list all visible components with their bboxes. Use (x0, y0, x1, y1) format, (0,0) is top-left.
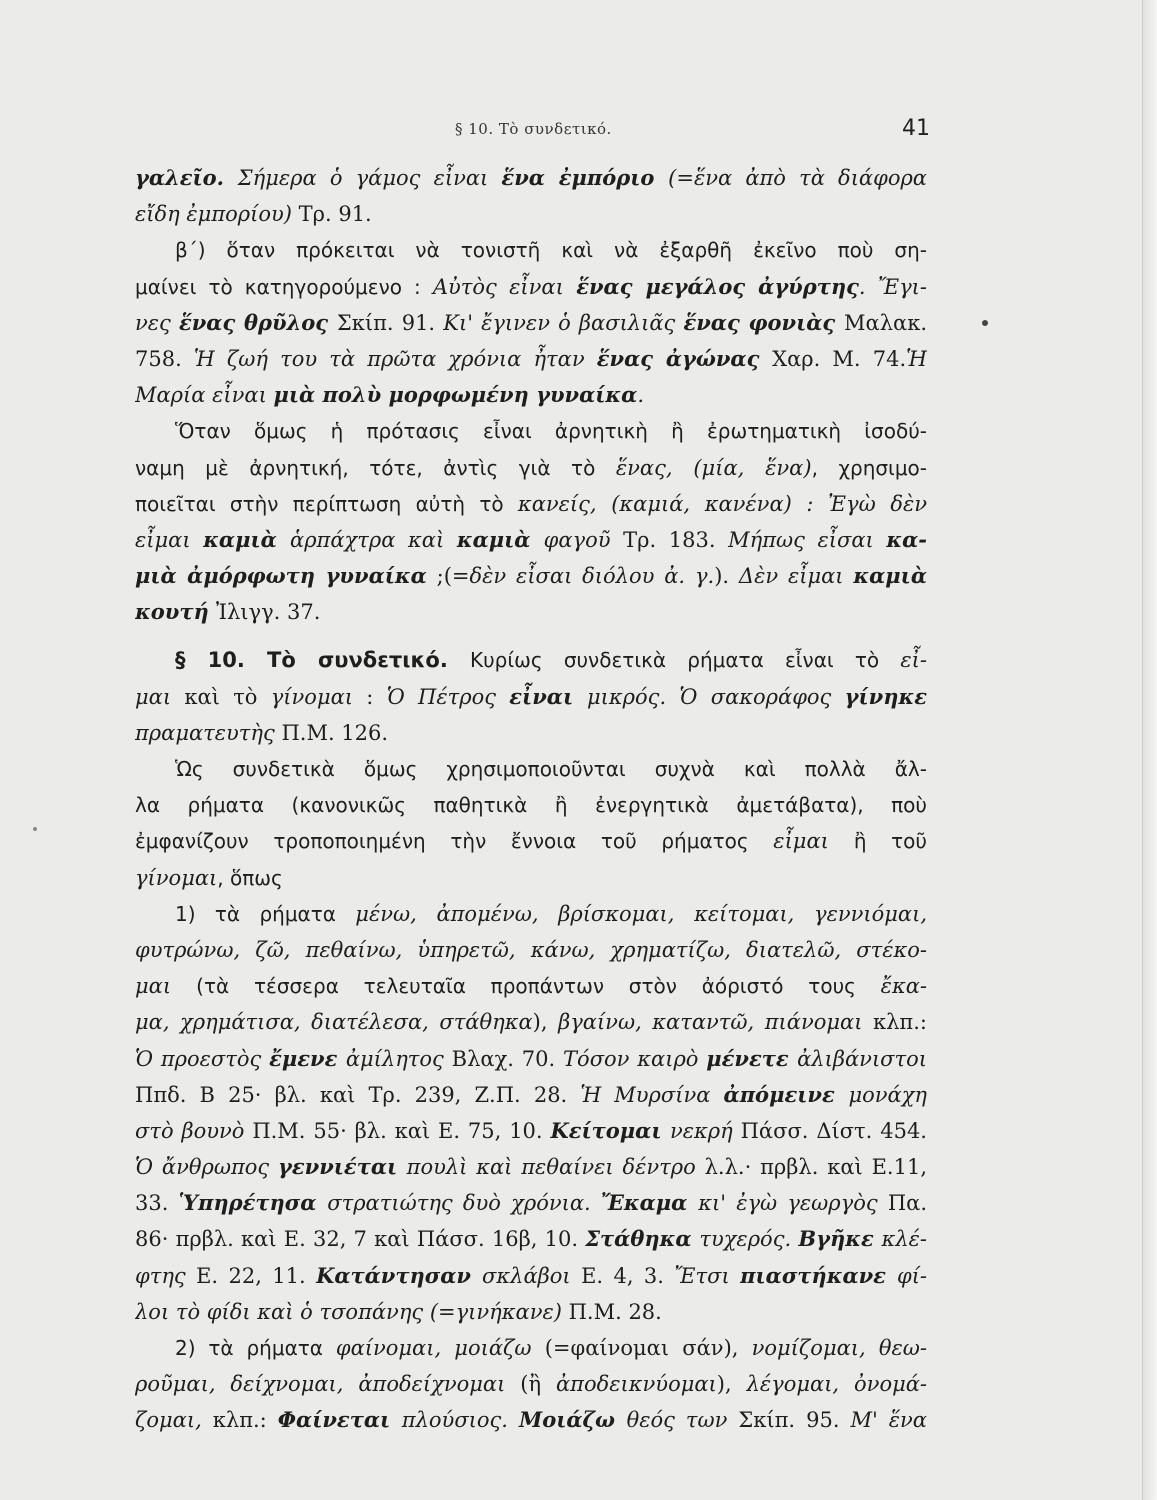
text-run: μιὰ ἀμόρφωτη γυναίκα (135, 563, 427, 589)
text-run: ἀποδεικνύομαι (556, 1372, 717, 1397)
text-run: Ἡ (906, 346, 927, 371)
text-run: καμιὰ (853, 563, 927, 589)
text-run: λέγομαι, ὀνομά- (746, 1372, 927, 1397)
text-run: Σήμερα ὁ γάμος εἶναι (237, 166, 502, 190)
text-run: τυχερός. (699, 1227, 799, 1252)
text-line (135, 377, 927, 413)
text-run: Π.Μ. 126. (281, 720, 389, 745)
text-run: μαίνει τὸ κατηγορούμενο : (135, 274, 433, 299)
text-run: γεννιέται (278, 1154, 407, 1180)
text-run: μα, χρημάτισα, διατέλεσα, στάθηκα (135, 1010, 533, 1035)
text-line (135, 196, 927, 232)
text-line (135, 413, 927, 449)
text-run: δὲν εἶσαι διόλου ἀ. γ. (469, 564, 715, 589)
text-run: Βγῆκε (798, 1226, 882, 1252)
text-run: (ἢ (520, 1372, 556, 1397)
text-run: βγαίνω, καταντῶ, πιάνομαι (558, 1010, 873, 1035)
text-run: εἴδη ἐμπορίου) (135, 202, 299, 227)
text-run: Ὁ προεστὸς (135, 1046, 270, 1071)
text-run: μαι (135, 684, 185, 709)
text-run: Μήπως εἶσαι (728, 527, 887, 552)
text-run: μικρός (587, 684, 660, 709)
text-run: Ὁ ἄνθρωπος (135, 1155, 278, 1180)
text-run: ἔμενε (269, 1045, 346, 1071)
text-run: καὶ τὸ (184, 684, 271, 709)
page-header (130, 116, 930, 146)
text-line (135, 232, 927, 268)
text-run: στρατιώτης δυὸ χρόνια. (327, 1191, 601, 1216)
text-run: εἶμαι (773, 829, 854, 854)
text-run: Ἡ ζωή του τὰ πρῶτα χρόνια ἦταν (193, 346, 597, 371)
text-run: , χρησιμο- (811, 455, 927, 480)
text-run: εἶμαι (135, 527, 204, 552)
text-run: ). (714, 564, 739, 589)
text-line (135, 1330, 927, 1366)
text-run: Π.Μ. 28. (568, 1299, 662, 1324)
text-line (135, 1113, 927, 1149)
text-run: Ἔτσι (674, 1263, 741, 1288)
text-run: φτης (135, 1263, 197, 1288)
text-run: Ε. 22, 11. (196, 1263, 317, 1288)
text-run: 1) τὰ ρήματα (175, 901, 356, 926)
text-run: Πα. (887, 1191, 927, 1216)
text-run: λοι τὸ φίδι καὶ ὁ τσοπάνης (=γινήκανε) (135, 1299, 569, 1324)
text-line (135, 594, 927, 630)
text-run: Ὁ σακοράφος (679, 684, 845, 709)
text-run: νομίζομαι, θεω- (751, 1336, 927, 1360)
margin-dot (982, 320, 988, 326)
text-run: ;(= (426, 564, 470, 589)
text-run: ἀπόμεινε (723, 1081, 849, 1107)
text-run: πιαστήκανε (740, 1262, 897, 1288)
text-run: Φαίνεται (277, 1407, 402, 1433)
text-run: φαίνομαι, μοιάζω (335, 1336, 545, 1360)
text-run: Μοιάζω (518, 1407, 627, 1433)
text-run: κλπ.: (872, 1010, 927, 1035)
page-number: 41 (902, 116, 930, 141)
text-run: ἁρπάχτρα καὶ (290, 527, 457, 552)
text-run: Ἔκαμα (600, 1190, 699, 1216)
text-line (135, 968, 927, 1004)
text-run: μιὰ πολὺ μορφωμένη γυναίκα (273, 382, 638, 408)
text-run: Π.Μ. 55· βλ. καὶ Ε. 75, 10. (252, 1118, 551, 1143)
text-run: Βλαχ. 70. (451, 1046, 564, 1071)
text-run: ζομαι, (135, 1408, 213, 1433)
text-run: Πάσσ. Δίστ. 454. (740, 1118, 927, 1143)
text-run: φυτρώνω, ζῶ, πεθαίνω, ὑπηρετῶ, κάνω, χρηματίζω, διατελῶ, στέκο- (135, 937, 927, 962)
text-run: Κυρίως συνδετικὰ ρήματα εἶναι τὸ (469, 648, 901, 673)
text-run: (τὰ τέσσερα τελευταῖα προπάντων στὸν ἀόριστό τους (196, 974, 881, 999)
text-run: ροῦμαι, δείχνομαι, ἀποδείχνομαι (135, 1372, 521, 1397)
text-run: ἕνα ἐμπόριο (501, 165, 669, 190)
section-heading: § 10. Τὸ συνδετικό. (175, 648, 470, 673)
text-run: Μ' ἕνα (850, 1408, 927, 1433)
text-line (135, 522, 927, 558)
text-line (135, 305, 927, 341)
page-edge (1142, 0, 1157, 1500)
text-run: γαλεῖο. (135, 165, 238, 190)
text-run: θεός των (626, 1408, 739, 1433)
text-line (135, 1366, 927, 1402)
text-run: β΄) ὅταν πρόκειται νὰ τονιστῆ καὶ νὰ ἐξαρθῆ ἐκεῖνο ποὺ ση- (175, 238, 927, 263)
text-line (135, 486, 927, 522)
text-run: λα ρήματα (κανονικῶς παθητικὰ ἢ ἐνεργητικὰ ἀμετάβατα), ποὺ (135, 793, 927, 818)
text-run: Αὐτὸς εἶναι (432, 274, 577, 299)
text-run: μονάχη (848, 1082, 927, 1107)
text-line (135, 1185, 927, 1221)
text-run: ἕνας, (μία, ἕνα) (615, 455, 812, 480)
text-run: σκλάβοι (482, 1263, 582, 1288)
text-run: Μαρία εἶναι (135, 383, 274, 408)
text-run: κα- (886, 526, 927, 552)
text-run: Ὁ Πέτρος (386, 684, 510, 709)
text-run: κλέ- (881, 1227, 927, 1252)
text-run: Τόσον καιρὸ (563, 1046, 707, 1071)
text-line (135, 896, 927, 932)
text-line (135, 160, 927, 196)
text-run: εἶ- (900, 648, 927, 673)
text-run: κλπ.: (212, 1408, 278, 1433)
text-run: ἕνας μεγάλος ἀγύρτης (576, 273, 859, 299)
text-run: ἕνας ἀγώνας (596, 345, 773, 371)
text-line (135, 787, 927, 823)
margin-dot (33, 827, 37, 831)
text-run: κανείς, (καμιά, κανένα) : Ἐγὼ δὲν (517, 491, 927, 516)
text-line (135, 1294, 927, 1330)
text-run: ἐμφανίζουν τροποποιημένη τὴν ἔννοια τοῦ ρήματος (135, 829, 774, 854)
text-run: κι' ἐγὼ γεωργὸς (698, 1191, 888, 1216)
text-run: μένετε (706, 1045, 798, 1071)
text-run: μαι (135, 974, 197, 999)
text-run: (=ἕνα ἀπὸ τὰ διάφορα (668, 166, 927, 190)
text-run: 758. (135, 346, 194, 371)
text-run: γίνηκε (844, 683, 927, 709)
text-run: ἔκα- (880, 974, 927, 999)
text-run: Κι' ἔγινεν ὁ βασιλιᾶς (443, 310, 684, 335)
text-line (135, 269, 927, 305)
text-run: γίνομαι (135, 865, 218, 890)
text-run: ἕνας θρῦλος (178, 309, 337, 335)
text-line (135, 1077, 927, 1113)
text-line (135, 1258, 927, 1294)
text-run: : (353, 684, 387, 709)
text-run: εἶναι (509, 683, 588, 709)
text-run: , ὅπως (217, 865, 283, 890)
text-run: ποιεῖται στὴν περίπτωση αὐτὴ τὸ (135, 491, 518, 516)
text-run: κουτή (135, 599, 217, 625)
text-run: ναμη μὲ ἀρνητική, τότε, ἀντὶς γιὰ τὸ (135, 455, 616, 480)
text-run: ἀμίλητος (345, 1046, 452, 1071)
text-line (135, 932, 927, 968)
text-run: Ἡ Μυρσίνα (580, 1082, 724, 1107)
text-run: στὸ βουνὸ (135, 1118, 253, 1143)
text-run: Ὡς συνδετικὰ ὅμως χρησιμοποιοῦνται συχνὰ καὶ πολλὰ ἄλ- (175, 757, 927, 781)
text-line (135, 1402, 927, 1438)
text-run: νεκρή (670, 1118, 741, 1143)
text-run: μένω, ἀπομένω, βρίσκομαι, κείτομαι, γεννιόμαι, (355, 901, 927, 926)
text-run: γίνομαι (270, 684, 354, 709)
text-run: φαγοῦ (543, 527, 624, 552)
text-line (135, 1221, 927, 1257)
text-line (135, 715, 927, 751)
section-heading-line (135, 642, 927, 678)
text-run: 2) τὰ ρήματα (175, 1336, 336, 1360)
text-run: . (637, 383, 645, 408)
text-run: Δὲν εἶμαι (738, 564, 854, 589)
text-run: νες (135, 310, 179, 335)
text-run: Κείτομαι (550, 1117, 670, 1143)
text-run: ἀλιβάνιστοι (797, 1046, 927, 1071)
text-run: ἕνας φονιὰς (683, 309, 845, 335)
text-line (135, 751, 927, 787)
text-run: Χαρ. Μ. 74. (772, 346, 907, 371)
text-run: Τρ. 183. (623, 527, 729, 552)
text-run: . Ἔγι- (858, 274, 927, 299)
text-run: (=φαίνομαι σάν), (544, 1336, 752, 1360)
text-line (135, 860, 927, 896)
text-run: πλούσιος. (401, 1408, 519, 1433)
text-run: ἢ τοῦ (853, 829, 927, 854)
text-run: Μαλακ. (844, 310, 927, 335)
text-run: Τρ. 91. (298, 202, 372, 227)
text-run: Ὅταν ὅμως ἡ πρότασις εἶναι ἀρνητικὴ ἢ ἐρωτηματικὴ ἰσοδύ- (175, 419, 927, 444)
text-run: 86· πρβλ. καὶ Ε. 32, 7 καὶ Πάσσ. 16β, 10. (135, 1227, 586, 1252)
text-run: Κατάντησαν (316, 1262, 483, 1288)
text-run: Ππδ. Β 25· βλ. καὶ Τρ. 239, Ζ.Π. 28. (135, 1082, 581, 1107)
text-line (135, 341, 927, 377)
text-run: Ὑπηρέτησα (178, 1190, 328, 1216)
text-run: Ἰλιγγ. 37. (216, 600, 321, 625)
text-run: πουλὶ καὶ πεθαίνει δέντρο (406, 1155, 705, 1180)
page-body (135, 160, 927, 1439)
text-run: φί- (896, 1263, 927, 1288)
text-run: πραματευτὴς (135, 720, 282, 745)
text-line (135, 823, 927, 859)
text-run: ), (532, 1010, 559, 1035)
running-head: § 10. Τὸ συνδετικό. (455, 120, 612, 138)
text-run: λ.λ.· πρβλ. καὶ Ε.11, (704, 1155, 927, 1180)
text-run: καμιὰ (203, 526, 291, 552)
text-run: Σκίπ. 91. (336, 310, 444, 335)
text-line (135, 1149, 927, 1185)
text-run: . (659, 684, 680, 709)
text-run: ), (716, 1372, 747, 1397)
text-line (135, 679, 927, 715)
text-run: καμιὰ (456, 526, 544, 552)
text-run: Ε. 4, 3. (581, 1263, 675, 1288)
text-line (135, 1041, 927, 1077)
text-run: Στάθηκα (585, 1226, 700, 1252)
text-run: 33. (135, 1191, 179, 1216)
text-line (135, 450, 927, 486)
text-line (135, 1004, 927, 1040)
text-run: Σκίπ. 95. (738, 1408, 851, 1433)
text-line (135, 558, 927, 594)
